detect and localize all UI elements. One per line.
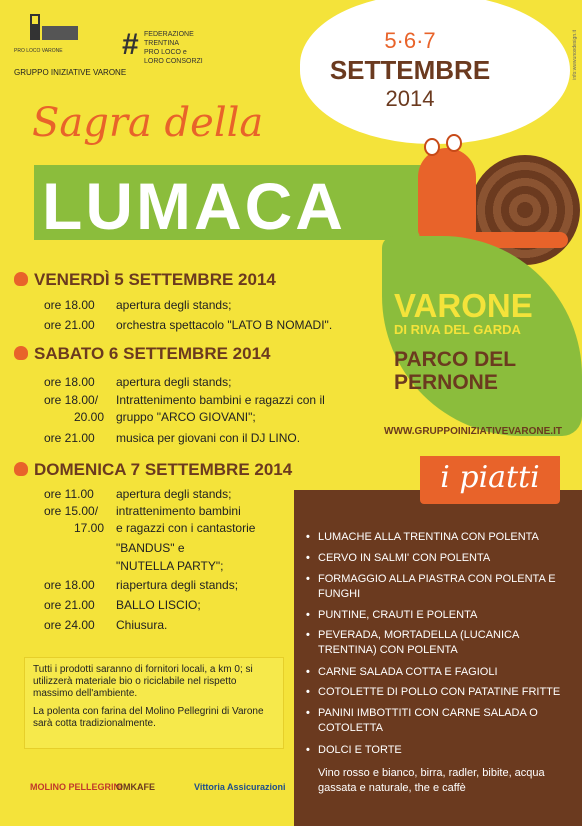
- pro-loco-small-text: PRO LOCO VARONE: [14, 48, 63, 54]
- menu-item: • COTOLETTE DI POLLO CON PATATINE FRITTE: [306, 685, 576, 700]
- snail-body-icon: [418, 148, 476, 238]
- program-row: ore 15.00/ intrattenimento bambini: [44, 504, 241, 518]
- program-row: ore 18.00 riapertura degli stands;: [44, 578, 239, 592]
- sponsor-logo: Vittoria Assicurazioni: [194, 782, 286, 792]
- sponsor-logo: MOLINO PELLEGRINI: [30, 782, 123, 792]
- menu-item: • LUMACHE ALLA TRENTINA CON POLENTA: [306, 530, 576, 545]
- event-month: SETTEMBRE: [329, 55, 491, 85]
- title-script: Sagra della: [32, 100, 264, 146]
- program-row: "NUTELLA PARTY";: [116, 559, 224, 573]
- location-town: VARONE: [394, 287, 533, 324]
- event-year: 2014: [385, 86, 435, 111]
- menu-item: • PUNTINE, CRAUTI E POLENTA: [306, 608, 576, 623]
- pro-loco-name: GRUPPO INIZIATIVE VARONE: [14, 68, 127, 77]
- menu-item: • CARNE SALADA COTTA E FAGIOLI: [306, 665, 576, 680]
- program-day: VENERDÌ 5 SETTEMBRE 2014: [14, 270, 276, 290]
- program-row: ore 18.00/ Intrattenimento bambini e ragazzi con il: [44, 393, 325, 407]
- program-day: SABATO 6 SETTEMBRE 2014: [14, 344, 271, 364]
- program-row: ore 21.00 orchestra spettacolo "LATO B NOMADI".: [44, 318, 333, 332]
- event-days: 5·6·7: [384, 28, 436, 53]
- website-link[interactable]: WWW.GRUPPOINIZIATIVEVARONE.IT: [384, 426, 562, 437]
- note-polenta: La polenta con farina del Molino Pellegrini di Varone sarà cotta tradizionalmente.: [33, 706, 264, 729]
- program-row: ore 21.00 BALLO LISCIO;: [44, 598, 201, 612]
- program-row: 17.00 e ragazzi con i cantastorie: [73, 521, 256, 535]
- program-row: ore 24.00 Chiusura.: [44, 618, 168, 632]
- program-row: ore 11.00 apertura degli stands;: [44, 487, 232, 501]
- snail-eye-icon: [424, 138, 440, 156]
- program-row: ore 18.00 apertura degli stands;: [44, 375, 232, 389]
- menu-title: i piatti: [420, 456, 560, 504]
- program-day: DOMENICA 7 SETTEMBRE 2014: [14, 460, 292, 480]
- sponsor-logo: OMKAFE: [116, 782, 155, 792]
- castle-icon: [12, 12, 82, 46]
- menu-item: • CERVO IN SALMI' CON POLENTA: [306, 551, 576, 566]
- menu-item: • PANINI IMBOTTITI CON CARNE SALADA O COTOLETTA: [306, 706, 576, 736]
- note-local: Tutti i prodotti saranno di fornitori locali, a km 0; si utilizzerà materiale bio o riciclabile nel rispetto massimo dell'ambiente.: [33, 664, 253, 699]
- menu-drinks: Vino rosso e bianco, birra, radler, bibite, acqua gassata e naturale, the e caffè: [318, 767, 545, 794]
- menu-item: • FORMAGGIO ALLA PIASTRA CON POLENTA E FUNGHI: [306, 572, 576, 602]
- program-row: "BANDUS" e: [116, 541, 185, 555]
- pro-loco-logo: [12, 12, 127, 77]
- heart-icon: [14, 462, 28, 476]
- title-main: LUMACA: [42, 169, 346, 243]
- snail-eye-icon: [446, 134, 462, 152]
- federation-line: PRO LOCO e: [144, 49, 187, 56]
- location-park: PARCO DEL PERNONE: [394, 348, 516, 394]
- location-sub: DI RIVA DEL GARDA: [394, 322, 521, 337]
- hash-icon: #: [122, 28, 139, 61]
- program-row: ore 18.00 apertura degli stands;: [44, 298, 232, 312]
- menu-item: • DOLCI E TORTE: [306, 743, 576, 758]
- heart-icon: [14, 272, 28, 286]
- federation-line: LORO CONSORZI: [144, 58, 203, 65]
- program-row: ore 21.00 musica per giovani con il DJ LINO.: [44, 431, 301, 445]
- notes-box: [24, 657, 284, 749]
- federation-line: FEDERAZIONE: [144, 31, 194, 38]
- menu-item: • PEVERADA, MORTADELLA (LUCANICA TRENTINA) CON POLENTA: [306, 628, 576, 658]
- federation-line: TRENTINA: [144, 40, 179, 47]
- heart-icon: [14, 346, 28, 360]
- side-credit: info:wwwunoxdesign.it: [572, 30, 578, 80]
- program-row: 20.00 gruppo "ARCO GIOVANI";: [73, 410, 256, 424]
